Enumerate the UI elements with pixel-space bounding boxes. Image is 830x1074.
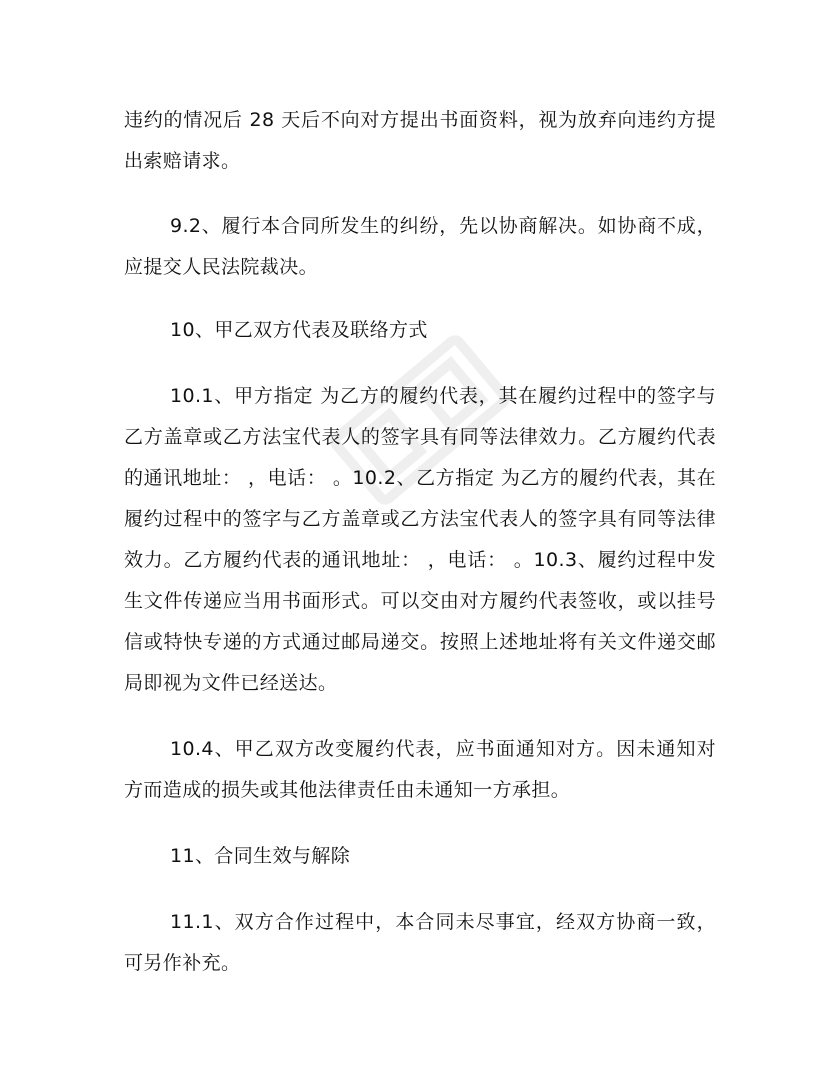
document-body bbox=[124, 100, 716, 984]
paragraph-11-1-supplement: 11.1、双方合作过程中，本合同未尽事宜，经双方协商一致，可另作补充。 bbox=[124, 911, 716, 974]
paragraph-10-1-representatives: 10.1、甲方指定 为乙方的履约代表，其在履约过程中的签字与乙方盖章或乙方法宝代表人的签字具有同等法律效力。乙方履约代表的通讯地址： ，电话： 。10.2、乙方指定 为乙方的履约代表，其在履约过程中的签字与乙方盖章或乙方法宝代表人的签字具有同等法律效力。乙方履约代表的通讯地址： ，电话： 。10.3、履约过程中发生文件传递应当用书面形式。可以交由对方履约代表签收，或以挂号信或特快专递的方式通过邮局递交。按照上述地址将有关文件递交邮局即视为文件已经送达。 bbox=[124, 385, 716, 694]
paragraph-9-2-dispute: 9.2、履行本合同所发生的纠纷，先以协商解决。如协商不成，应提交人民法院裁决。 bbox=[124, 215, 716, 278]
paragraph-10-4-change-representative: 10.4、甲乙双方改变履约代表，应书面通知对方。因未通知对方而造成的损失或其他法律责任由未通知一方承担。 bbox=[124, 738, 716, 801]
section-heading-11: 11、合同生效与解除 bbox=[170, 845, 351, 867]
section-heading-10: 10、甲乙双方代表及联络方式 bbox=[170, 319, 428, 341]
paragraph-breach-claim: 违约的情况后 28 天后不向对方提出书面资料，视为放弃向违约方提出索赔请求。 bbox=[124, 109, 716, 172]
